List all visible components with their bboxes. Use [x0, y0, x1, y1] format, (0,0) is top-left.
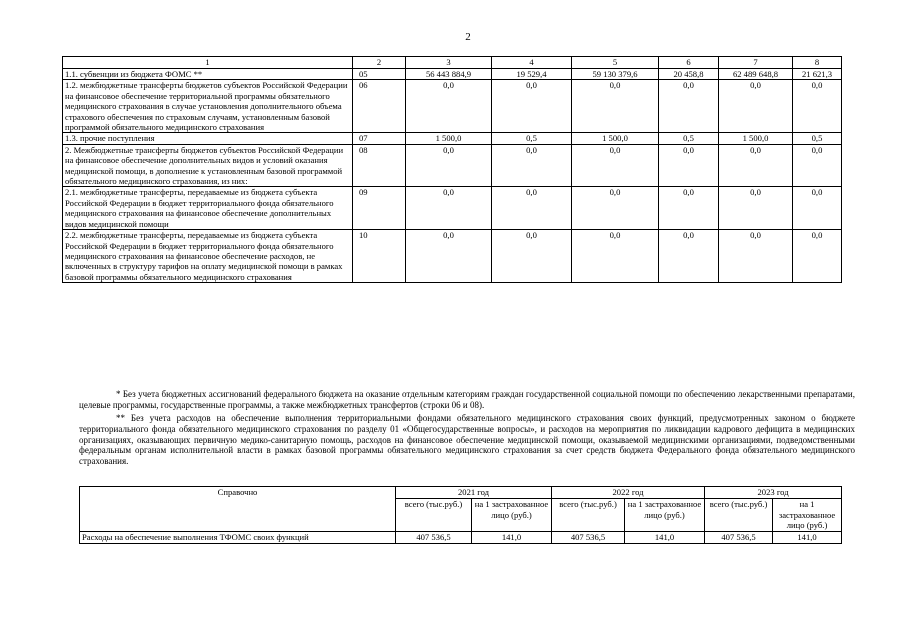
row-label: 1.3. прочие поступления — [63, 133, 353, 144]
value-cell: 0,0 — [492, 187, 572, 230]
row-label: Расходы на обеспечение выполнения ТФОМС своих функций — [80, 531, 396, 543]
value-cell: 1 500,0 — [719, 133, 793, 144]
value-cell: 0,0 — [719, 187, 793, 230]
row-code: 06 — [353, 80, 406, 133]
value-cell: 0,0 — [793, 187, 842, 230]
row-label: 1.1. субвенции из бюджета ФОМС ** — [63, 69, 353, 80]
value-cell: 21 621,3 — [793, 69, 842, 80]
value-cell: 0,0 — [492, 230, 572, 283]
subheader-total: всего (тыс.руб.) — [705, 499, 773, 532]
table-row — [63, 80, 842, 133]
footnote-1-text: * Без учета бюджетных ассигнований федерального бюджета на оказание отдельным категориям граждан государственной социальной помощи по обеспечению лекарственными препаратами, целевые программы, государственные программы, а также межбюджетных трансфертов (строки 06 и 08). — [79, 389, 855, 410]
footnote-2 — [79, 413, 855, 467]
value-cell: 0,0 — [572, 80, 659, 133]
row-label: 2.1. межбюджетные трансферты, передаваемые из бюджета субъекта Российской Федерации в бюджет территориального фонда обязательного медицинского страхования на финансовое обеспечение дополнительных видов медицинской помощи — [63, 187, 353, 230]
value-cell: 0,0 — [793, 80, 842, 133]
value-cell: 141,0 — [472, 531, 552, 543]
value-cell: 0,0 — [406, 80, 492, 133]
value-cell: 0,0 — [492, 80, 572, 133]
value-cell: 0,0 — [659, 80, 719, 133]
row-code: 09 — [353, 187, 406, 230]
value-cell: 141,0 — [625, 531, 705, 543]
value-cell: 1 500,0 — [572, 133, 659, 144]
column-header: 7 — [719, 57, 793, 69]
value-cell: 0,0 — [572, 144, 659, 187]
footnote-1 — [79, 389, 855, 411]
value-cell: 0,0 — [659, 230, 719, 283]
value-cell: 0,5 — [659, 133, 719, 144]
subheader-per-person: на 1 застрахованное лицо (руб.) — [625, 499, 705, 532]
value-cell: 0,0 — [406, 187, 492, 230]
value-cell: 0,0 — [793, 144, 842, 187]
column-header: 3 — [406, 57, 492, 69]
value-cell: 141,0 — [773, 531, 842, 543]
value-cell: 407 536,5 — [552, 531, 625, 543]
table-header-row — [63, 57, 842, 69]
value-cell: 0,0 — [719, 80, 793, 133]
year-header: 2021 год — [396, 487, 552, 499]
value-cell: 0,5 — [793, 133, 842, 144]
value-cell: 62 489 648,8 — [719, 69, 793, 80]
table-row — [63, 144, 842, 187]
value-cell: 20 458,8 — [659, 69, 719, 80]
table-row — [63, 187, 842, 230]
footnote-2-text: ** Без учета расходов на обеспечение выполнения территориальными фондами обязательного медицинского страхования своих функций, предусмотренных законом о бюджете территориального фонда обязательного медицинского страхования по разделу 01 «Общегосударственные вопросы», и расходов на мероприятия по ликвидации кадрового дефицита в медицинских организациях, оказывающих первичную медико-санитарную помощь, расходов на финансовое обеспечение медицинской помощи, оказываемой медицинскими организациями, подведомственными федеральным органам исполнительной власти в рамках базовой программы обязательного медицинского страхования за счет средств бюджета Федерального фонда обязательного медицинского страхования. — [79, 413, 855, 467]
row-label: 1.2. межбюджетные трансферты бюджетов субъектов Российской Федерации на финансовое обеспечение территориальной программы обязательного медицинского страхования в случае установления дополнительного объема страхового обеспечения по страховым случаям, установленным базовой программой обязательного медицинского страхования — [63, 80, 353, 133]
column-header: 8 — [793, 57, 842, 69]
value-cell: 0,0 — [492, 144, 572, 187]
row-label: 2.2. межбюджетные трансферты, передаваемые из бюджета субъекта Российской Федерации в бюджет территориального фонда обязательного медицинского страхования на финансовое обеспечение расходов, не включенных в структуру тарифов на оплату медицинской помощи в рамках базовой программы обязательного медицинского страхования — [63, 230, 353, 283]
reference-title: Справочно — [80, 487, 396, 532]
subheader-total: всего (тыс.руб.) — [396, 499, 472, 532]
table-row — [63, 133, 842, 144]
reference-header-row — [80, 487, 842, 499]
value-cell: 407 536,5 — [396, 531, 472, 543]
value-cell: 0,0 — [659, 144, 719, 187]
value-cell: 19 529,4 — [492, 69, 572, 80]
column-header: 2 — [353, 57, 406, 69]
year-header: 2022 год — [552, 487, 705, 499]
value-cell: 0,0 — [719, 230, 793, 283]
subheader-per-person: на 1 застрахованное лицо (руб.) — [773, 499, 842, 532]
value-cell: 0,0 — [659, 187, 719, 230]
value-cell: 0,0 — [406, 144, 492, 187]
value-cell: 1 500,0 — [406, 133, 492, 144]
value-cell: 0,0 — [793, 230, 842, 283]
row-code: 10 — [353, 230, 406, 283]
value-cell: 56 443 884,9 — [406, 69, 492, 80]
value-cell: 0,0 — [719, 144, 793, 187]
value-cell: 0,0 — [406, 230, 492, 283]
subheader-per-person: на 1 застрахованное лицо (руб.) — [472, 499, 552, 532]
row-code: 08 — [353, 144, 406, 187]
subheader-total: всего (тыс.руб.) — [552, 499, 625, 532]
value-cell: 407 536,5 — [705, 531, 773, 543]
table-row — [63, 69, 842, 80]
value-cell: 0,0 — [572, 230, 659, 283]
value-cell: 59 130 379,6 — [572, 69, 659, 80]
value-cell: 0,0 — [572, 187, 659, 230]
budget-table — [62, 56, 842, 283]
column-header: 1 — [63, 57, 353, 69]
row-label: 2. Межбюджетные трансферты бюджетов субъектов Российской Федерации на финансовое обеспечение дополнительных видов и условий оказания медицинской помощи, в дополнение к установленным базовой программой обязательного медицинского страхования, из них: — [63, 144, 353, 187]
column-header: 6 — [659, 57, 719, 69]
row-code: 05 — [353, 69, 406, 80]
year-header: 2023 год — [705, 487, 842, 499]
column-header: 5 — [572, 57, 659, 69]
column-header: 4 — [492, 57, 572, 69]
page-number: 2 — [465, 31, 471, 43]
reference-data-row — [80, 531, 842, 543]
row-code: 07 — [353, 133, 406, 144]
table-row — [63, 230, 842, 283]
value-cell: 0,5 — [492, 133, 572, 144]
reference-table — [79, 486, 842, 544]
